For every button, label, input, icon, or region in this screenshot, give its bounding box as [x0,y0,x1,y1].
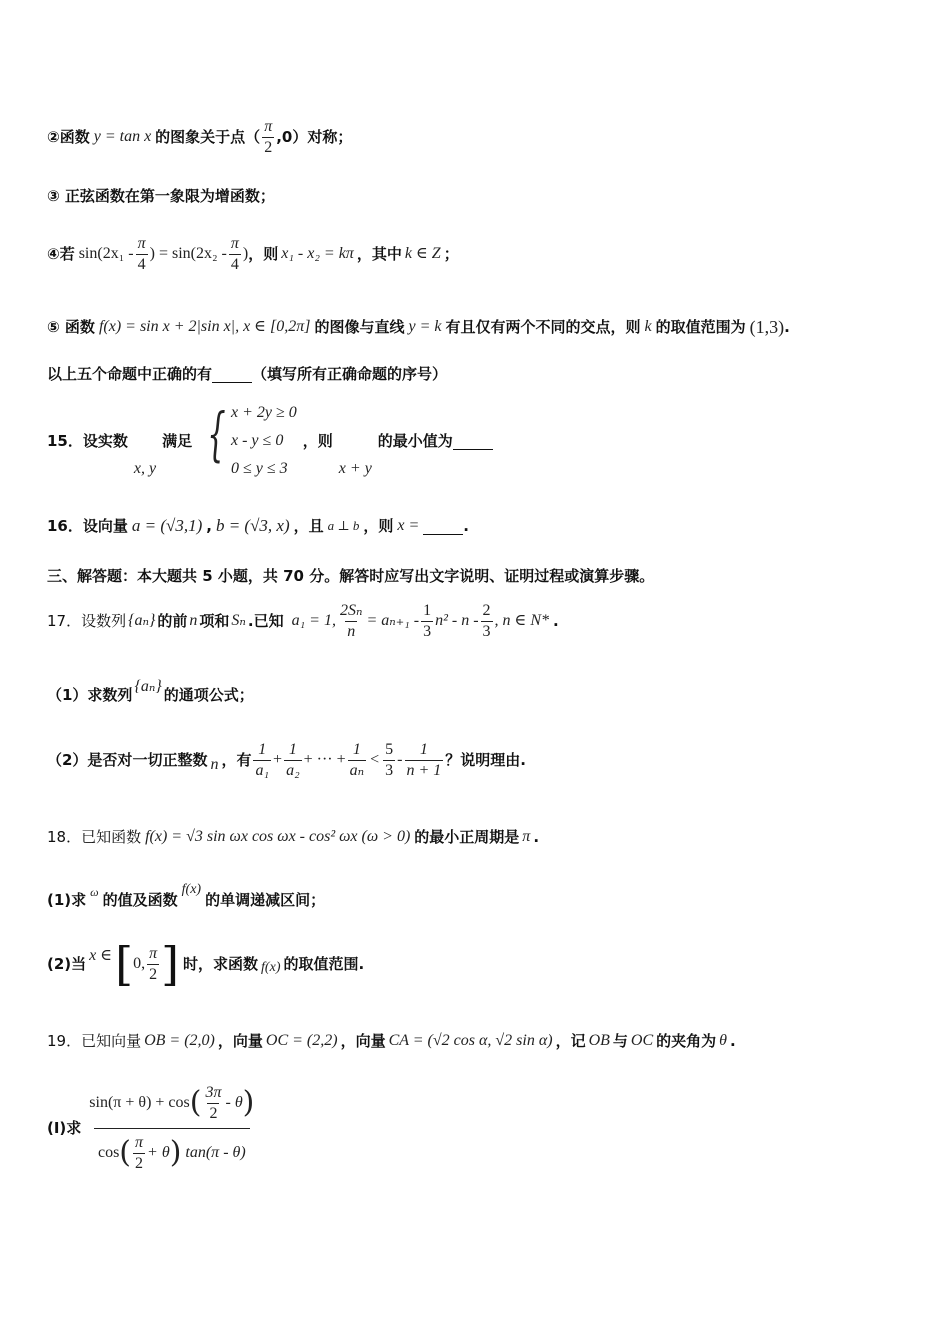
pi-over-2: $\frac{\pi}{2}$ [264,117,273,156]
answer-blank [423,518,463,535]
question-19-part-1: (I)求 sin(π + θ) + cos ( $\frac{3\pi}{2}$ - θ ) cos ( $\frac{\pi}{2}$ + θ ) tan(π - θ) [47,1075,260,1181]
question-18-part-1: (1)求 ω 的值及函数 f(x) 的单调递减区间； [47,882,326,909]
vector-b: b = (√3, x) [215,516,290,535]
vector-a: a = (√3,1) [131,516,203,535]
fraction-2Sn-over-n: $\frac{\text{2Sₙ}}{n}$ [339,601,363,640]
question-17-part-2: （2）是否对一切正整数 n ，有 $\frac{1}{\text{a₁}}$ + $\frac{1}{\text{a₂}}$ + ··· + $\frac{1}{\text{aₙ}}$ < $\frac{5}{3}$ - $\frac{1}{n + 1}$ ？说明理由. [47,740,526,779]
constraint-system: { x + 2y ≥ 0 x - y ≤ 0 0 ≤ y ≤ 3 [207,400,297,477]
fraction-2-3: $\frac{2}{3}$ [482,601,491,640]
question-18: 18．已知函数 f(x) = √3 sin ωx cos ωx - cos² ωx (ω > 0) 的最小正周期是 π . [47,828,540,846]
item-2: ② 函数 y = tan x 的图象关于点（ $\frac{\pi}{2}$ ,0）对称； [47,117,353,156]
answer-blank [453,433,493,450]
vector-CA: CA = (√2 cos α, √2 sin α) [388,1032,553,1049]
item-3: ③ 正弦函数在第一象限为增函数； [47,187,275,205]
item-2-marker: ② [47,128,60,146]
question-15: 15．设实数 x, y 满足 { x + 2y ≥ 0 x - y ≤ 0 0 ≤ y ≤ 3 ，则 x + y 的最小值为 [47,396,493,486]
summary-line: 以上五个命题中正确的有 （填写所有正确命题的序号） [47,365,448,383]
question-19: 19．已知向量 OB = (2,0) ，向量 OC = (2,2) ，向量 CA = (√2 cos α, √2 sin α) ，记 OB 与 OC 的夹角为 θ . [47,1032,736,1050]
fraction-1-3: $\frac{1}{3}$ [423,601,432,640]
trig-expression: sin(π + θ) + cos ( $\frac{3\pi}{2}$ - θ ) cos ( $\frac{\pi}{2}$ + θ ) tan(π - θ) [89,1083,255,1172]
section-3-heading: 三、解答题：本大题共 5 小题，共 70 分。解答时应写出文字说明、证明过程或演算步骤。 [47,567,655,585]
function-f: f(x) = sin x + 2|sin x|, x ∈ [0,2π] [98,318,311,335]
answer-blank [212,366,252,383]
question-17-part-1: （1）求数列 {aₙ} 的通项公式； [47,678,254,704]
pi-over-4: $\frac{\pi}{4}$ [137,234,146,273]
item-4: ④若 sin(2x₁ - $\frac{\pi}{4}$ ) = sin(2x₂ - $\frac{\pi}{4}$ ) ，则 x₁ - x₂ = kπ ，其中 k ∈ Z ； [47,234,459,273]
question-16: 16．设向量 a = (√3,1) , b = (√3, x) ，且 a ⊥ b ，则 x = . [47,516,469,535]
tan-function: y = tan x [93,128,152,145]
vector-OB: OB = (2,0) [144,1032,215,1049]
question-17: 17．设数列 {aₙ} 的前 n 项和 Sₙ .已知 a₁ = 1, $\frac{\text{2Sₙ}}{n}$ = aₙ₊₁ - $\frac{1}{3}$ n² - n - $\frac{2}{3}$ , n ∈ N* . [47,601,559,640]
question-18-part-2: (2)当 x ∈ [ 0, $\frac{\pi}{2}$ ] 时，求函数 f(x) 的取值范围. [47,937,365,991]
function-f: f(x) = √3 sin ωx cos ωx - cos² ωx (ω > 0) [145,828,411,845]
pi-over-4: $\frac{\pi}{4}$ [230,234,239,273]
item-5: ⑤ 函数 f(x) = sin x + 2|sin x|, x ∈ [0,2π] 的图像与直线 y = k 有且仅有两个不同的交点，则 k 的取值范围为 (1,3) . [47,317,790,337]
vector-OC: OC = (2,2) [265,1032,338,1049]
pi-over-2: $\frac{\pi}{2}$ [149,944,158,983]
